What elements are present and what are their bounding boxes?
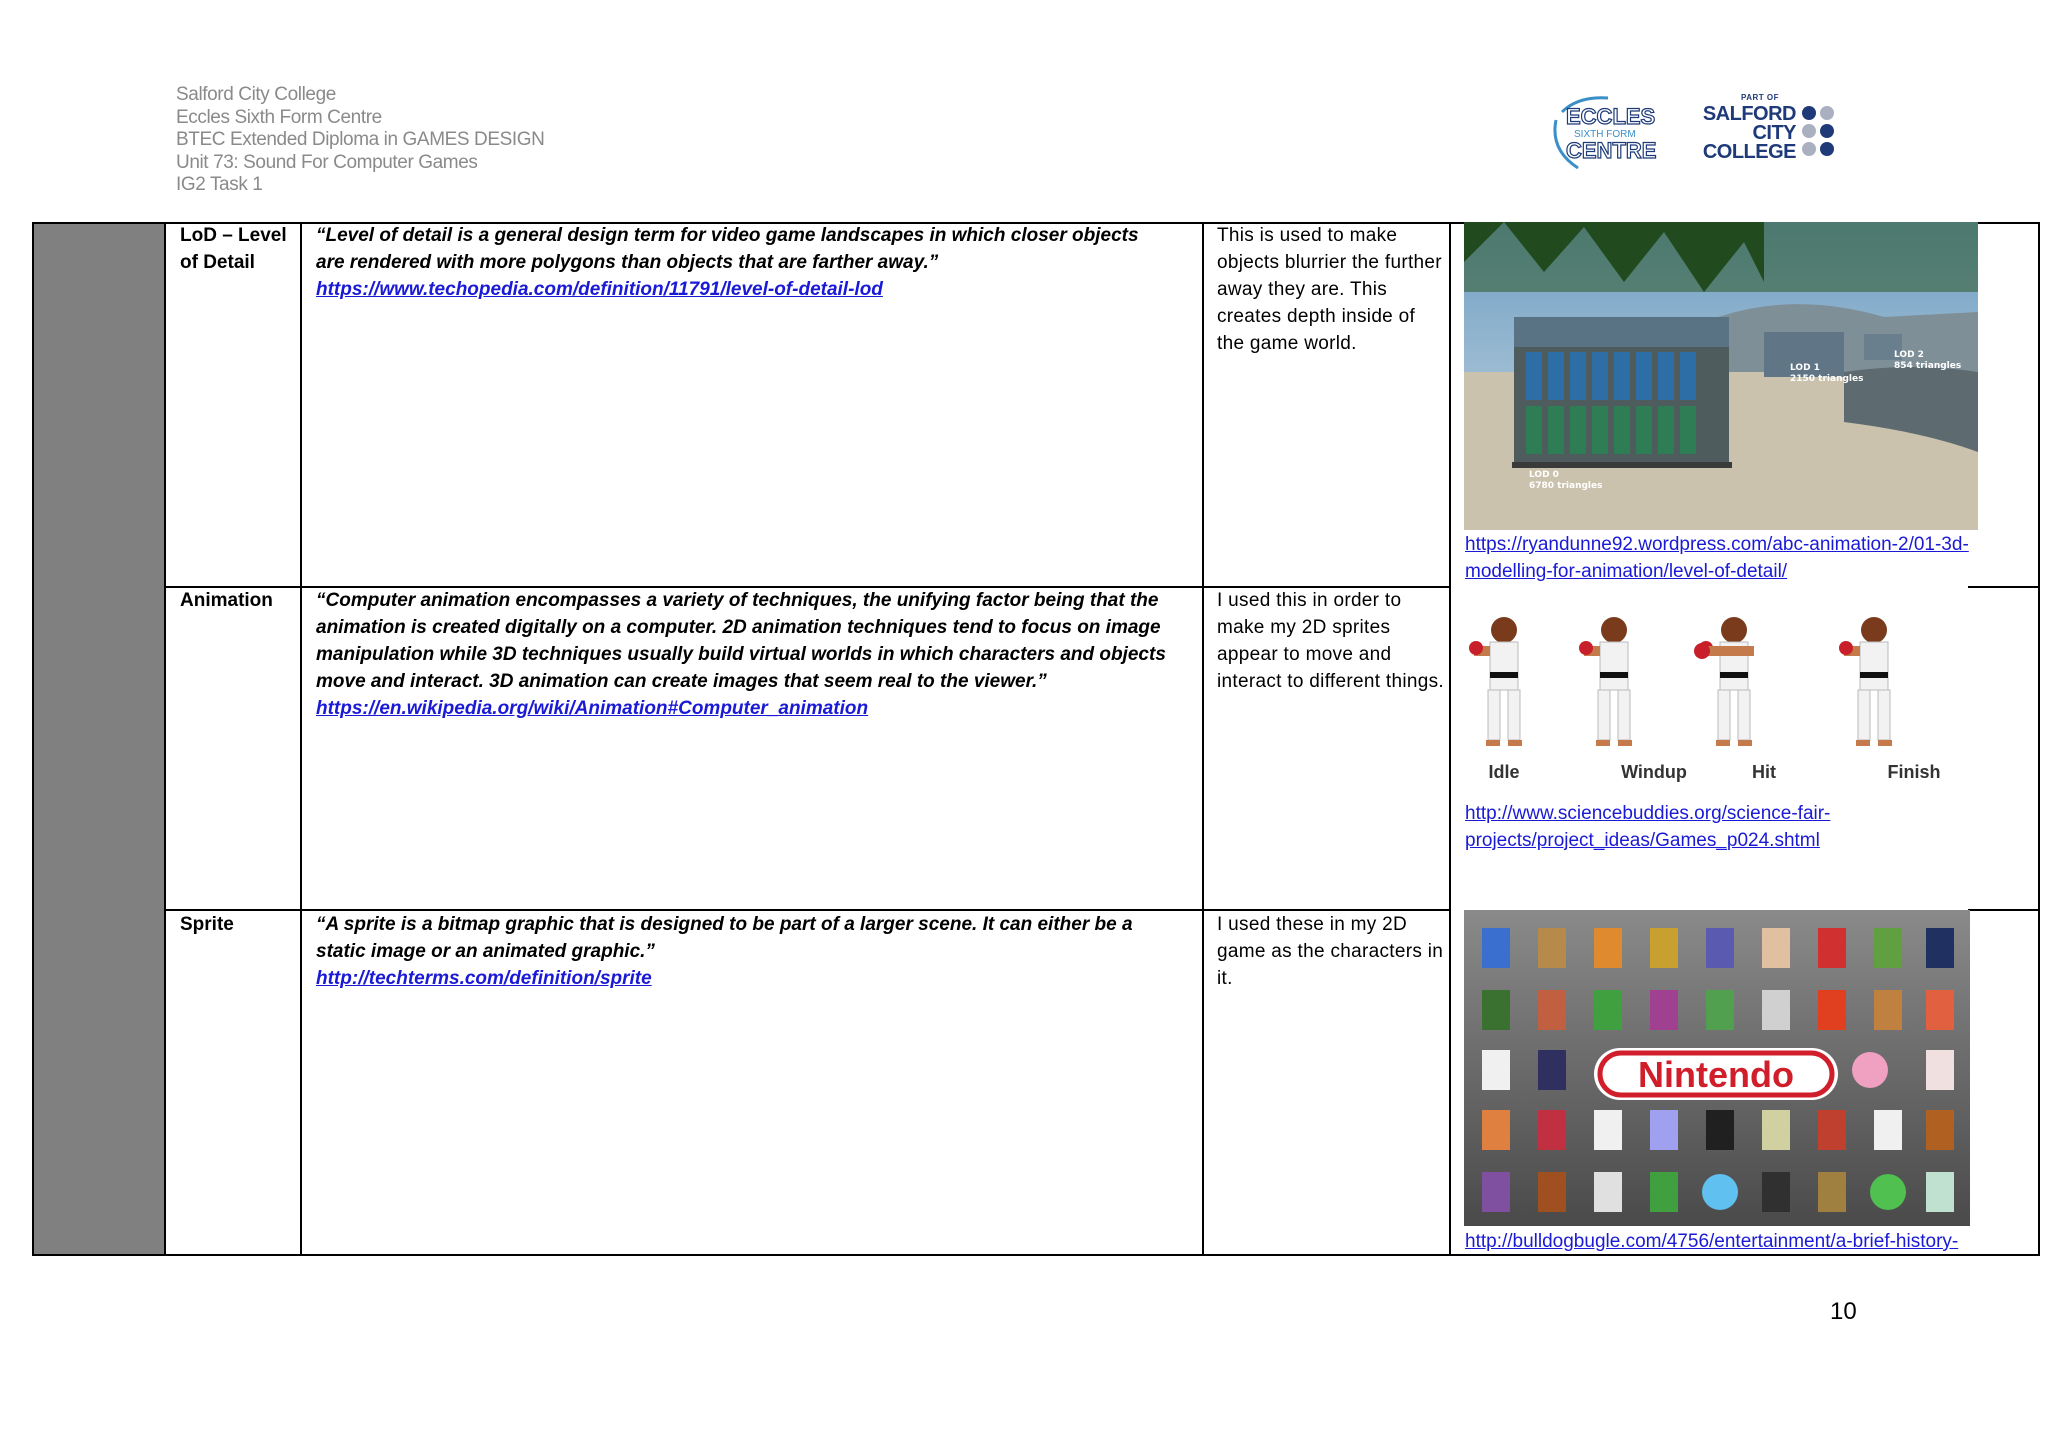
lod-image-label: 854 triangles — [1894, 361, 1962, 371]
salford-logo-line1: SALFORD — [1702, 103, 1796, 125]
animation-frame-label: Idle — [1488, 762, 1520, 782]
header-line-centre: Eccles Sixth Form Centre — [176, 106, 382, 128]
animation-sprite-sheet-image — [1464, 600, 2002, 790]
header-line-course: BTEC Extended Diploma in GAMES DESIGN — [176, 129, 545, 150]
row-divider — [1968, 909, 2040, 911]
description-lod: This is used to make objects blurrier the further away they are. This creates depth inside of the game world. — [1217, 225, 1442, 354]
image-source-link-lod[interactable]: https://ryandunne92.wordpress.com/abc-animation-2/01-3d-modelling-for-animation/level-of-detail/ — [1465, 534, 1969, 582]
salford-logo-line3: COLLEGE — [1702, 141, 1796, 163]
definition-link-lod[interactable]: https://www.techopedia.com/definition/11791/level-of-detail-lod — [316, 279, 883, 300]
animation-frame-label: Windup — [1621, 762, 1687, 782]
definition-animation — [316, 587, 1172, 722]
term-sprite: Sprite — [180, 914, 234, 935]
column-divider — [1202, 222, 1204, 1256]
eccles-logo-line1: ECCLES — [1566, 104, 1656, 129]
lod-image-label: 6780 triangles — [1529, 481, 1603, 491]
lod-image-label: 2150 triangles — [1790, 374, 1864, 384]
eccles-centre-logo — [1548, 90, 1658, 172]
definition-lod — [316, 222, 1172, 303]
grey-side-column — [32, 222, 166, 1256]
definition-quote-animation: “Computer animation encompasses a variety of techniques, the unifying factor being that the animation is created digitally on a computer. 2D animation techniques tend to focus on image manipulation while 3D techniques usually build virtual worlds in which characters and objects move and interact. 3D animation can create images that seem real to the viewer.” — [316, 590, 1166, 692]
nintendo-logo-text: Nintendo — [1638, 1054, 1794, 1095]
term-animation: Animation — [180, 590, 273, 611]
row-divider — [1968, 586, 2040, 588]
animation-frame-label: Hit — [1752, 762, 1776, 782]
animation-frame-label: Finish — [1887, 762, 1941, 782]
header-line-college: Salford City College — [176, 84, 336, 105]
term-lod: LoD – Level of Detail — [180, 225, 287, 273]
image-source-link-animation[interactable]: http://www.sciencebuddies.org/science-fair-projects/project_ideas/Games_p024.shtml — [1465, 803, 1831, 851]
lod-image-label: LOD 2 — [1894, 350, 1924, 360]
column-divider — [1449, 222, 1451, 1256]
definition-quote-sprite: “A sprite is a bitmap graphic that is designed to be part of a larger scene. It can either be a static image or an animated graphic.” — [316, 914, 1133, 962]
header-line-task: IG2 Task 1 — [176, 174, 263, 195]
image-source-link-sprite[interactable]: http://bulldogbugle.com/4756/entertainment/a-brief-history- — [1465, 1231, 1959, 1252]
header-line-unit: Unit 73: Sound For Computer Games — [176, 151, 478, 173]
lod-example-image — [1464, 222, 1978, 530]
salford-logo-part-of: PART OF — [1740, 93, 1779, 102]
salford-logo-line2: CITY — [1752, 122, 1796, 144]
lod-image-label: LOD 0 — [1529, 470, 1559, 480]
description-animation: I used this in order to make my 2D sprites appear to move and interact to different things. — [1217, 590, 1444, 692]
eccles-logo-line3: CENTRE — [1566, 138, 1657, 163]
page-number: 10 — [1830, 1298, 1857, 1325]
lod-image-label: LOD 1 — [1790, 363, 1820, 373]
description-sprite: I used these in my 2D game as the characters in it. — [1217, 914, 1444, 989]
nintendo-sprites-image — [1464, 910, 1970, 1226]
column-divider — [300, 222, 302, 1256]
eccles-logo-line2: SIXTH FORM — [1574, 129, 1636, 140]
definition-sprite — [316, 911, 1172, 992]
definition-link-sprite[interactable]: http://techterms.com/definition/sprite — [316, 968, 652, 989]
document-header — [176, 84, 545, 197]
definition-link-animation[interactable]: https://en.wikipedia.org/wiki/Animation#Computer_animation — [316, 698, 869, 719]
definition-quote-lod: “Level of detail is a general design term for video game landscapes in which closer objects are rendered with more polygons than objects that are farther away.” — [316, 225, 1139, 273]
salford-city-college-logo — [1700, 90, 1860, 170]
